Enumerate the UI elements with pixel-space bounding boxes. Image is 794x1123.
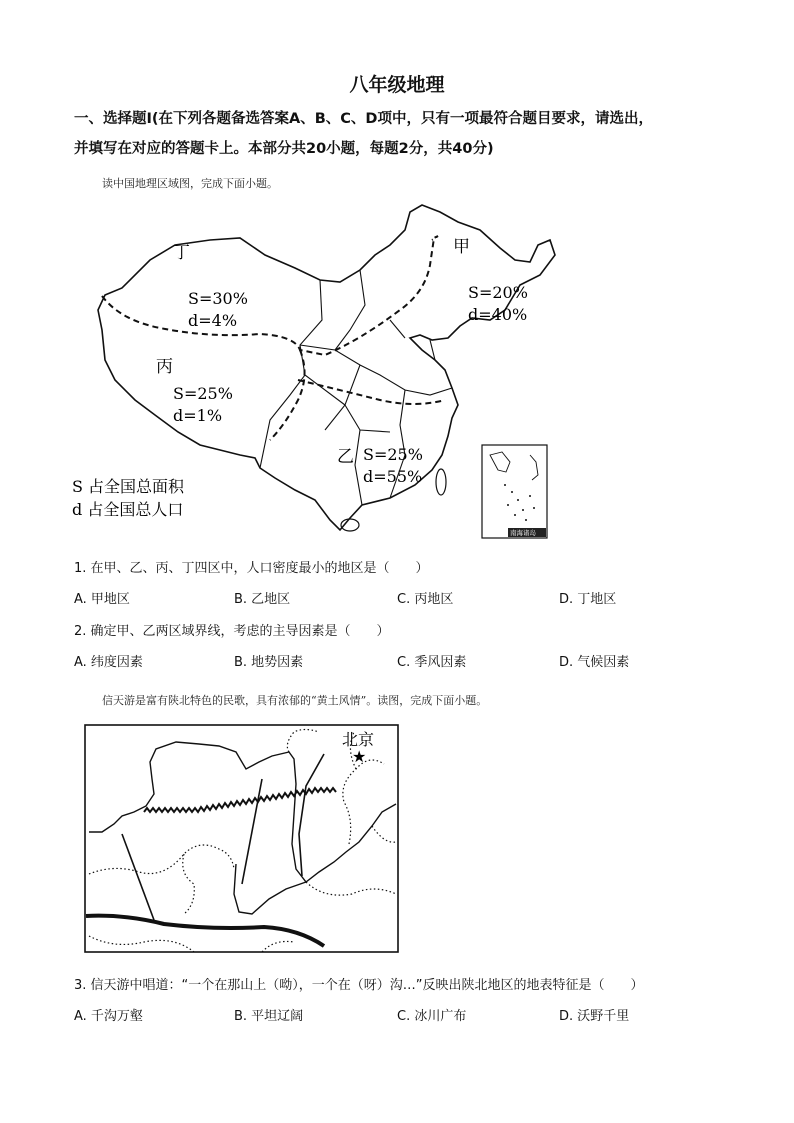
- q1-option-d[interactable]: D. 丁地区: [559, 592, 617, 607]
- q3-option-d[interactable]: D. 沃野千里: [559, 1009, 630, 1024]
- page-title: 八年级地理: [349, 74, 445, 96]
- loess-plateau-map: [84, 724, 399, 954]
- beijing-star-icon: ★: [352, 747, 367, 766]
- beijing-label: 北京: [342, 730, 375, 749]
- region-jia-s: S=20%: [468, 283, 528, 302]
- q3-option-b[interactable]: B. 平坦辽阔: [234, 1009, 304, 1024]
- china-region-map: [60, 200, 560, 545]
- q1-option-a[interactable]: A. 甲地区: [74, 592, 130, 607]
- boundary-dashed-2: [270, 350, 305, 440]
- inset-label: 南海诸岛: [510, 529, 536, 537]
- q3-option-c[interactable]: C. 冰川广布: [397, 1009, 467, 1024]
- inset-south-china-sea: [482, 445, 547, 538]
- intro-map2: 信天游是富有陕北特色的民歌，具有浓郁的“黄土风情”。读图，完成下面小题。: [102, 694, 488, 707]
- boundary-dashed-1: [102, 236, 438, 355]
- taiwan-island: [436, 469, 446, 495]
- region-bing-label: 丙: [156, 357, 173, 377]
- intro-map1: 读中国地理区域图，完成下面小题。: [102, 177, 278, 190]
- legend-s: S 占全国总面积: [72, 477, 185, 496]
- question-1: 1. 在甲、乙、丙、丁四区中，人口密度最小的地区是（ ）: [74, 561, 429, 576]
- section-line-1: 一、选择题Ⅰ(在下列各题备选答案A、B、C、D项中，只有一项最符合题目要求，请选出，: [74, 111, 653, 127]
- q1-option-c[interactable]: C. 丙地区: [397, 592, 454, 607]
- boundary-dashed-3: [298, 380, 445, 404]
- q2-option-a[interactable]: A. 纬度因素: [74, 655, 143, 670]
- section-line-2: 并填写在对应的答题卡上。本部分共20小题，每题2分，共40分): [74, 141, 494, 157]
- region-bing-d: d=1%: [173, 406, 223, 425]
- legend-d: d 占全国总人口: [72, 500, 184, 519]
- province-lines: [260, 270, 452, 505]
- region-ding-s: S=30%: [188, 289, 248, 308]
- q1-option-b[interactable]: B. 乙地区: [234, 592, 291, 607]
- section-heading: [74, 104, 734, 164]
- region-ding-d: d=4%: [188, 311, 238, 330]
- region-ding-label: 丁: [173, 243, 190, 263]
- region-jia-d: d=40%: [468, 305, 528, 324]
- q2-option-c[interactable]: C. 季风因素: [397, 655, 467, 670]
- region-yi-d: d=55%: [363, 467, 423, 486]
- question-3: 3. 信天游中唱道：“一个在那山上（呦），一个在（呀）沟…”反映出陕北地区的地表特征是（ ）: [74, 978, 644, 993]
- region-yi-label: 乙: [337, 447, 354, 467]
- region-bing-s: S=25%: [173, 384, 233, 403]
- q2-option-b[interactable]: B. 地势因素: [234, 655, 304, 670]
- q3-option-a[interactable]: A. 千沟万壑: [74, 1009, 143, 1024]
- region-yi-s: S=25%: [363, 445, 423, 464]
- question-2: 2. 确定甲、乙两区域界线，考虑的主导因素是（ ）: [74, 624, 390, 639]
- q2-option-d[interactable]: D. 气候因素: [559, 655, 630, 670]
- region-jia-label: 甲: [453, 237, 470, 257]
